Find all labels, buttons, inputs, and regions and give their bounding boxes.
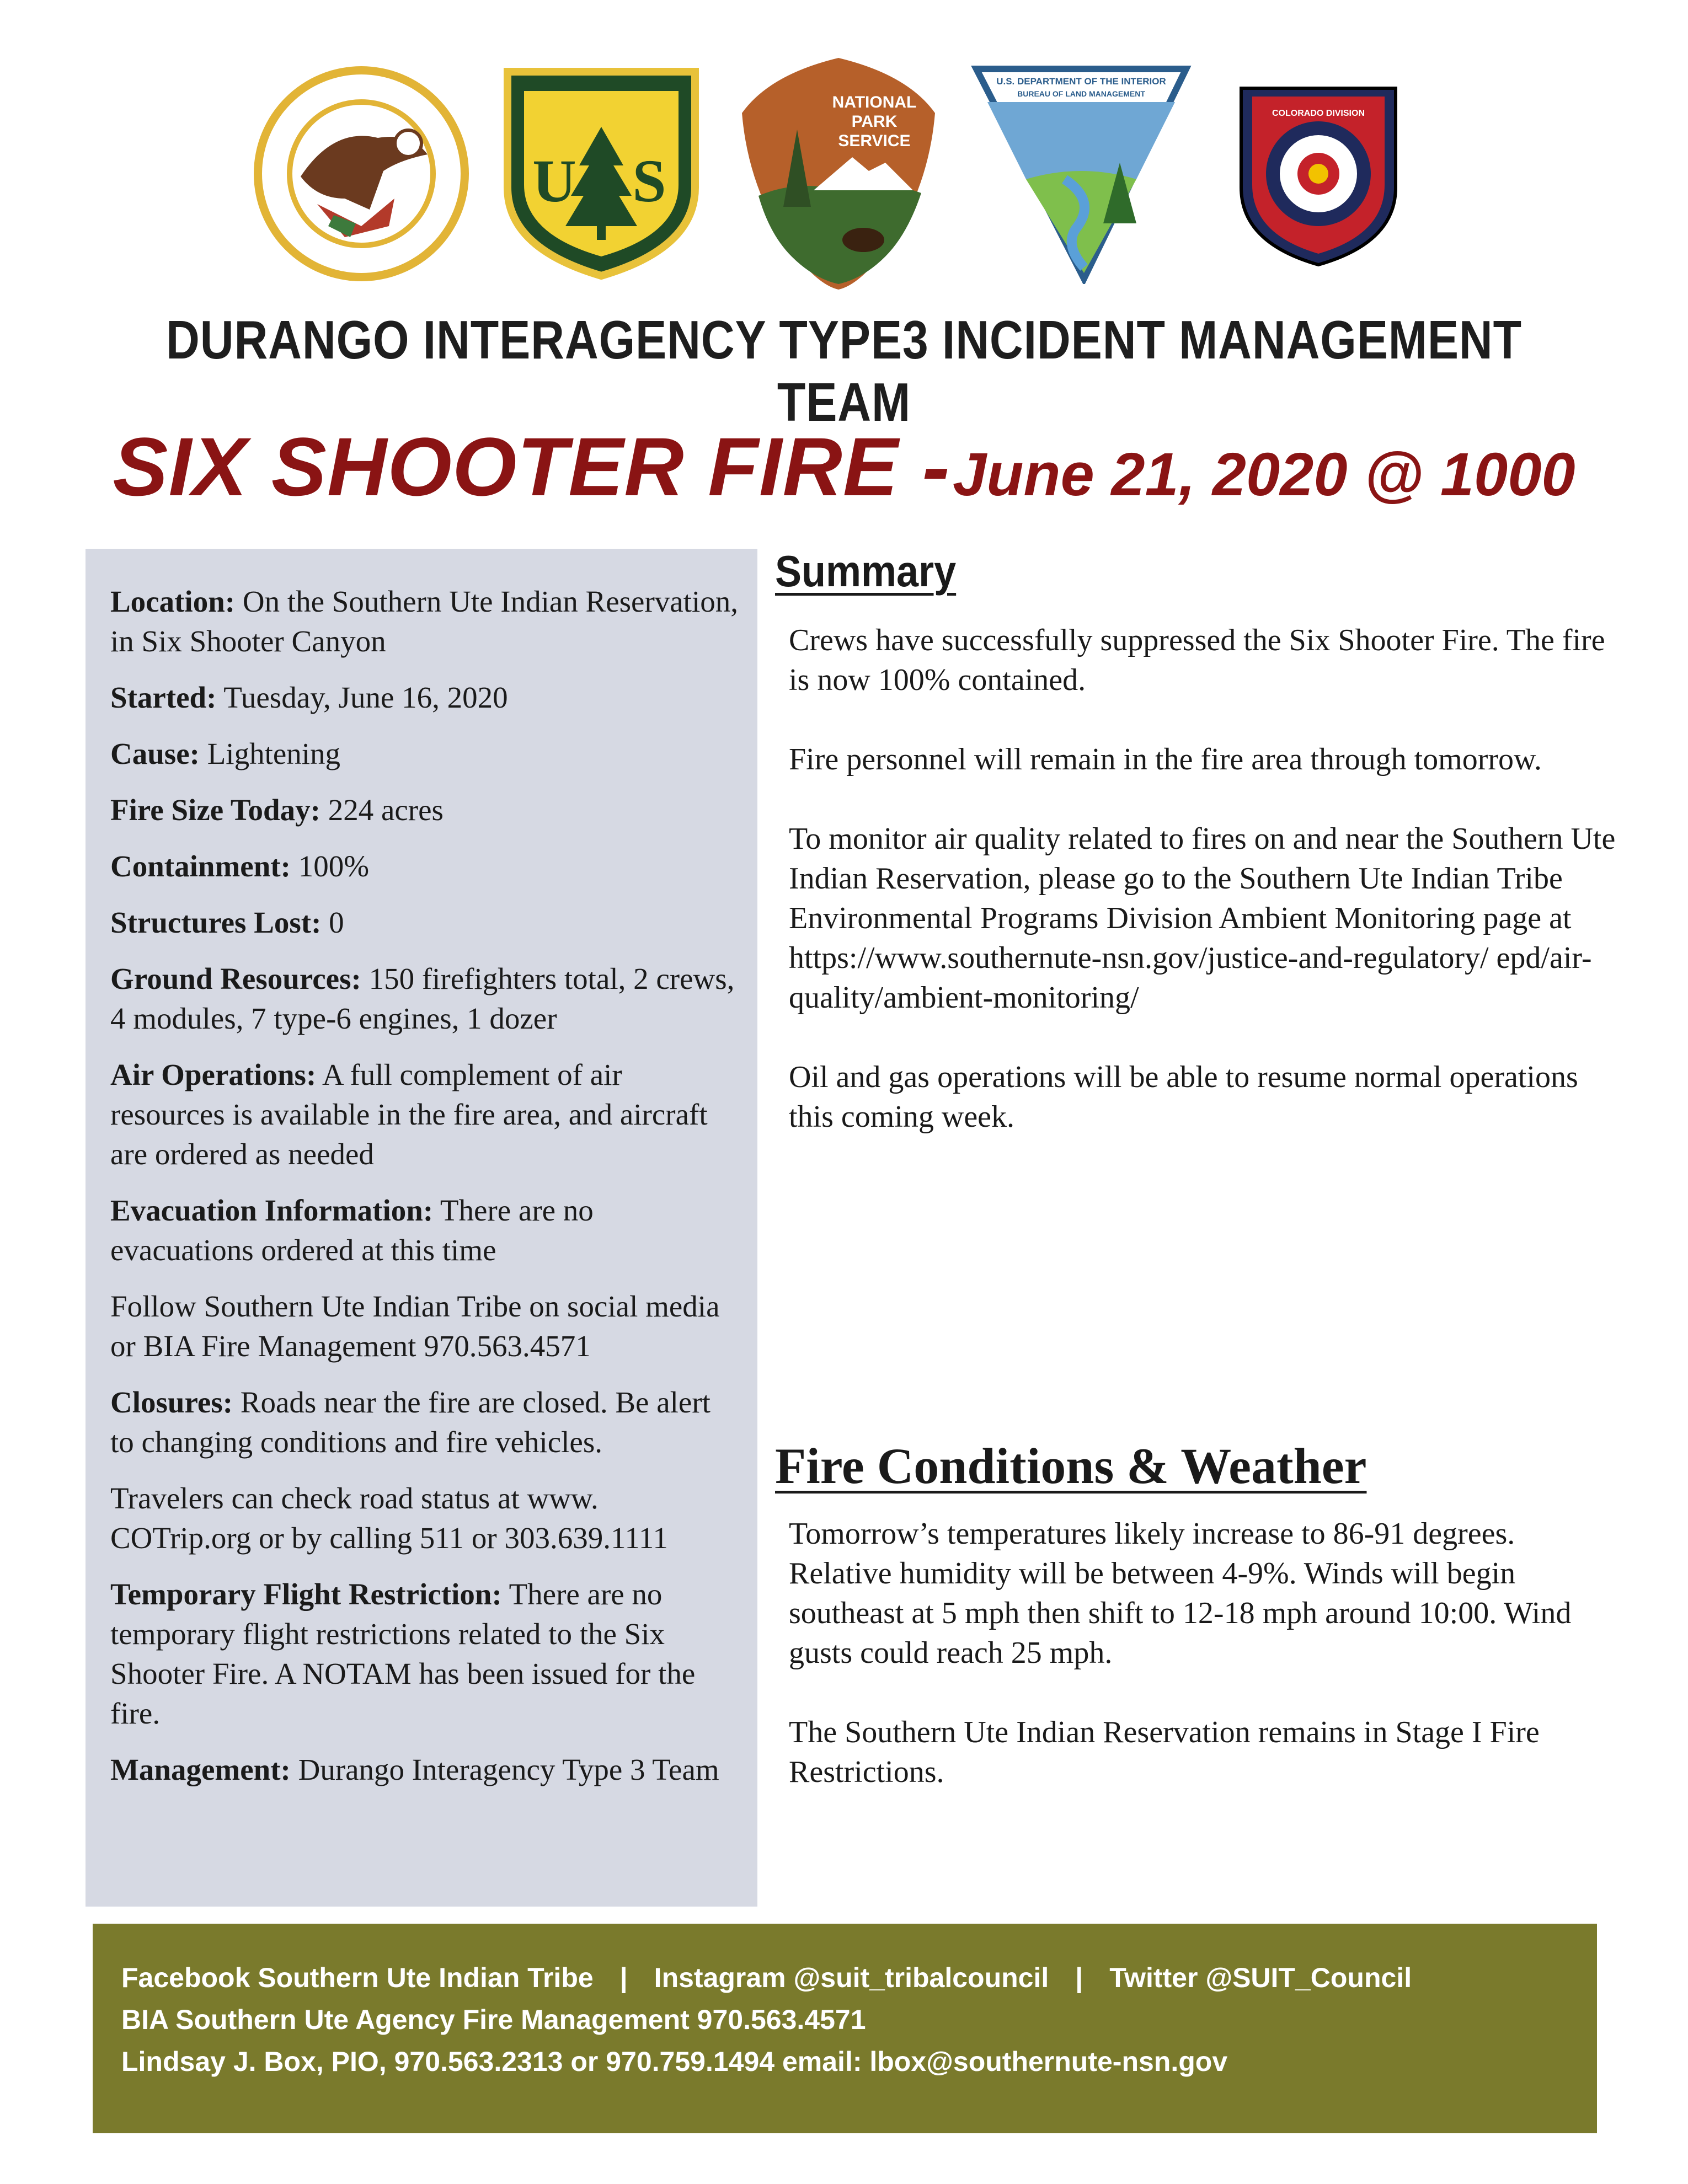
separator: | — [1075, 1962, 1083, 1993]
colorado-fire-icon — [1230, 77, 1407, 270]
closures-item: Closures: Roads near the fire are closed. Be alert to changing conditions and fire vehicles. — [110, 1385, 711, 1459]
conditions-heading: Fire Conditions & Weather — [775, 1438, 1367, 1494]
summary-paragraph: Fire personnel will remain in the fire area through tomorrow. — [789, 742, 1542, 777]
twitter-link[interactable]: Twitter @SUIT_Council — [1109, 1962, 1412, 1993]
national-park-service-icon — [731, 52, 946, 295]
summary-body — [789, 620, 1616, 1176]
bia-seal-icon — [251, 61, 472, 287]
blm-icon — [971, 63, 1192, 284]
facebook-link[interactable]: Facebook Southern Ute Indian Tribe — [121, 1962, 594, 1993]
pio-contact-line: Lindsay J. Box, PIO, 970.563.2313 or 970.759.1494 email: lbox@southernute-nsn.gov — [121, 2046, 1228, 2077]
flight-restriction-item: Temporary Flight Restriction: There are no temporary flight restrictions related to the Six Shooter Fire. A NOTAM has been issued for the fire. — [110, 1577, 696, 1730]
summary-paragraph: Oil and gas operations will be able to resume normal operations this coming week. — [789, 1060, 1578, 1134]
air-operations-item: Air Operations: A full complement of air resources is available in the fire area, and aircraft are ordered as needed — [110, 1058, 708, 1171]
summary-paragraph: Crews have successfully suppressed the Six Shooter Fire. The fire is now 100% contained. — [789, 623, 1605, 697]
summary-paragraph: To monitor air quality related to fires on and near the Southern Ute Indian Reservation, please go to the Southern Ute Indian Tribe Environmental Programs Division Ambient Monitoring page at https://www.southernute-nsn.gov/justice-and-regulatory/ epd/air-quality/ambient-monitoring/ — [789, 822, 1616, 1015]
svg-text:SERVICE: SERVICE — [838, 132, 911, 150]
svg-text:U: U — [532, 147, 576, 215]
svg-text:PARK: PARK — [851, 113, 898, 131]
svg-text:COLORADO DIVISION: COLORADO DIVISION — [1272, 109, 1365, 118]
evacuation-item: Evacuation Information: There are no evacuations ordered at this time — [110, 1193, 594, 1267]
fire-facts-sidebar — [86, 549, 757, 1907]
summary-heading: Summary — [775, 547, 957, 596]
svg-text:S: S — [632, 147, 666, 215]
instagram-link[interactable]: Instagram @suit_tribalcouncil — [654, 1962, 1049, 1993]
contact-footer — [93, 1924, 1597, 2133]
bia-contact-line: BIA Southern Ute Agency Fire Management 970.563.4571 — [121, 2004, 866, 2035]
svg-text:U.S. DEPARTMENT OF THE INTERIO: U.S. DEPARTMENT OF THE INTERIOR — [996, 76, 1166, 87]
ground-resources-item: Ground Resources: 150 firefighters total, 2 crews, 4 modules, 7 type-6 engines, 1 dozer — [110, 962, 735, 1035]
fire-name: SIX SHOOTER FIRE - — [113, 420, 950, 513]
conditions-paragraph: The Southern Ute Indian Reservation remains in Stage I Fire Restrictions. — [789, 1715, 1540, 1789]
follow-item: Follow Southern Ute Indian Tribe on social media or BIA Fire Management 970.563.4571 — [110, 1289, 720, 1363]
conditions-body — [789, 1514, 1616, 1832]
location-item: Location: On the Southern Ute Indian Reservation, in Six Shooter Canyon — [110, 585, 738, 658]
conditions-paragraph: Tomorrow’s temperatures likely increase to 86-91 degrees. Relative humidity will be between 4-9%. Winds will begin southeast at 5 mph then shift to 12-18 mph around 10:00. Wind gusts could reach 25 mph. — [789, 1517, 1572, 1670]
fire-date: June 21, 2020 @ 1000 — [953, 441, 1575, 508]
svg-text:NATIONAL: NATIONAL — [832, 93, 917, 111]
svg-text:BUREAU OF LAND MANAGEMENT: BUREAU OF LAND MANAGEMENT — [1017, 89, 1145, 98]
travelers-item: Travelers can check road status at www. COTrip.org or by calling 511 or 303.639.1111 — [110, 1481, 668, 1555]
structures-item: Structures Lost: 0 — [110, 906, 344, 939]
started-item: Started: Tuesday, June 16, 2020 — [110, 681, 508, 714]
cause-item: Cause: Lightening — [110, 737, 341, 770]
team-title: DURANGO INTERAGENCY TYPE3 INCIDENT MANAGEMENT TEAM — [165, 309, 1523, 432]
fire-size-item: Fire Size Today: 224 acres — [110, 793, 444, 827]
separator: | — [619, 1962, 628, 1993]
containment-item: Containment: 100% — [110, 849, 370, 883]
management-item: Management: Durango Interagency Type 3 Team — [110, 1753, 719, 1786]
forest-service-icon — [496, 61, 706, 281]
fire-title — [0, 419, 1688, 515]
social-line — [121, 1957, 1412, 1999]
